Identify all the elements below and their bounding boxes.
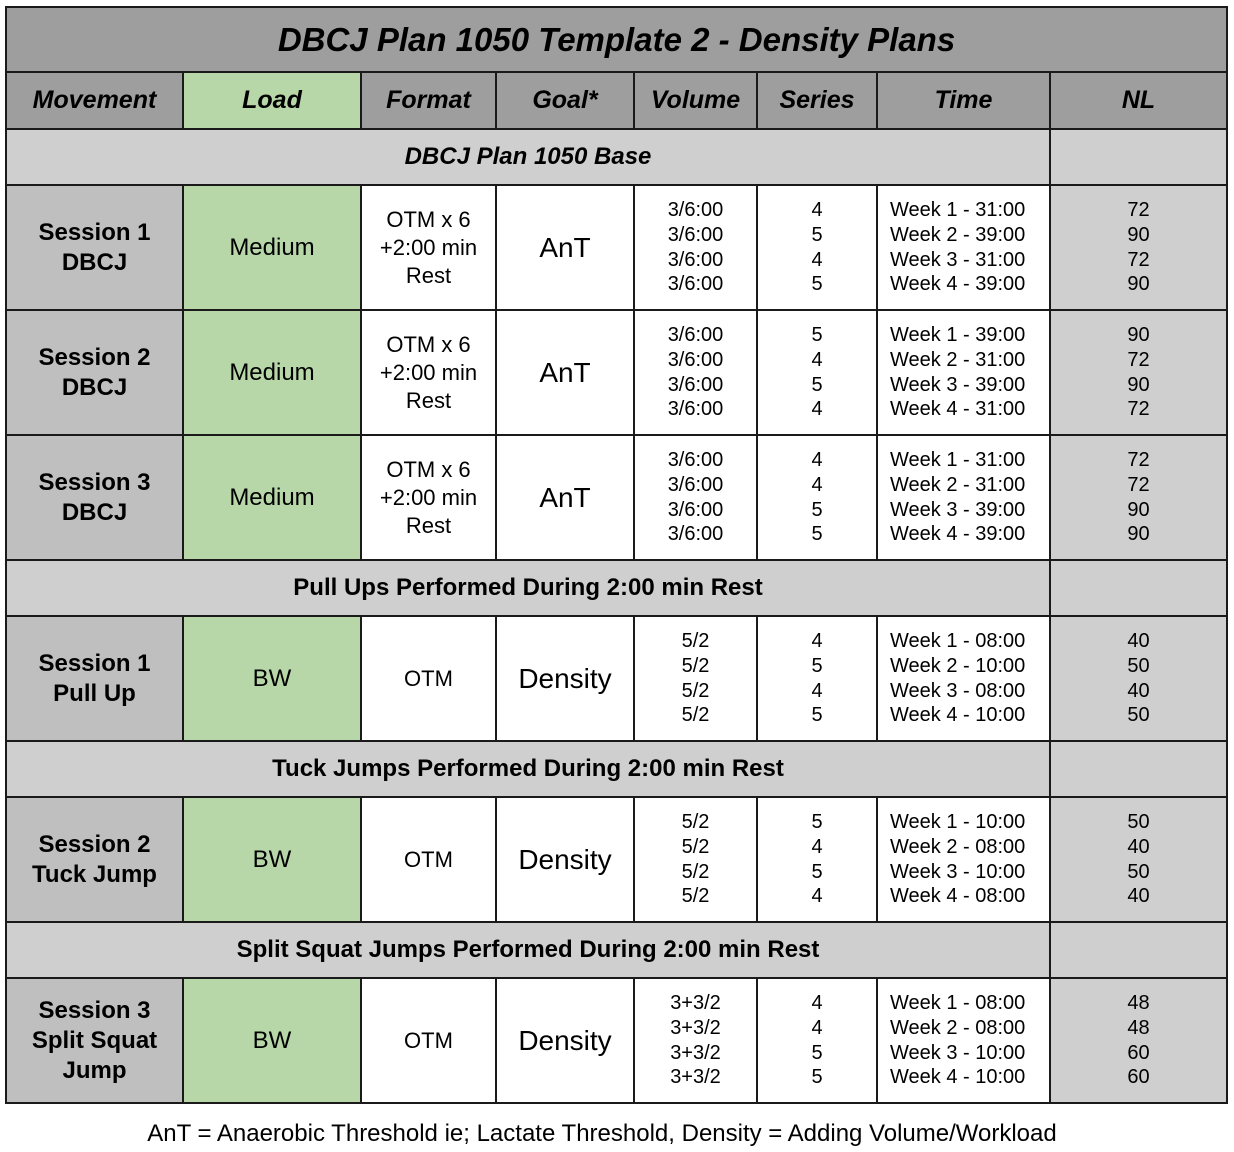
series-cell xyxy=(757,978,877,1103)
format-cell xyxy=(361,435,496,560)
format-line: Rest xyxy=(405,262,452,288)
volume-cell xyxy=(634,616,757,741)
volume-line: 5/2 xyxy=(681,679,710,702)
time-line: Week 1 - 31:00 xyxy=(890,198,1026,221)
movement-line: Jump xyxy=(62,1056,127,1084)
time-line: Week 4 - 39:00 xyxy=(890,523,1026,546)
table-row xyxy=(6,978,1227,1103)
load-cell: Medium xyxy=(183,185,361,310)
volume-cell xyxy=(634,310,757,435)
nl-line: 40 xyxy=(1127,629,1150,652)
section-nl-cell xyxy=(1050,922,1227,978)
movement-line: Session 3 xyxy=(38,468,151,496)
density-plan-table xyxy=(5,6,1228,1104)
nl-line: 50 xyxy=(1127,704,1150,727)
nl-cell xyxy=(1050,435,1227,560)
nl-line: 48 xyxy=(1127,1016,1150,1039)
nl-line: 90 xyxy=(1127,323,1150,346)
series-line: 5 xyxy=(811,523,823,546)
table-row xyxy=(6,310,1227,435)
table-title: DBCJ Plan 1050 Template 2 - Density Plans xyxy=(6,7,1227,72)
volume-line: 5/2 xyxy=(681,885,710,908)
volume-cell xyxy=(634,435,757,560)
time-cell xyxy=(877,435,1050,560)
series-line: 4 xyxy=(811,473,823,496)
series-line: 5 xyxy=(811,223,823,246)
header-format: Format xyxy=(361,72,496,129)
nl-line: 60 xyxy=(1127,1066,1150,1089)
volume-line: 3+3/2 xyxy=(670,1066,721,1089)
goal-cell: AnT xyxy=(496,185,634,310)
series-line: 5 xyxy=(811,273,823,296)
movement-line: Session 3 xyxy=(38,996,151,1024)
header-series: Series xyxy=(757,72,877,129)
format-line: OTM x 6 xyxy=(386,206,471,232)
time-line: Week 2 - 08:00 xyxy=(890,835,1026,858)
format-line: +2:00 min xyxy=(379,234,478,260)
table-row xyxy=(6,616,1227,741)
nl-cell xyxy=(1050,978,1227,1103)
load-cell: BW xyxy=(183,797,361,922)
volume-line: 5/2 xyxy=(681,810,710,833)
series-line: 4 xyxy=(811,198,823,221)
volume-line: 5/2 xyxy=(681,835,710,858)
time-line: Week 3 - 10:00 xyxy=(890,1041,1026,1064)
time-line: Week 1 - 39:00 xyxy=(890,323,1026,346)
format-line: OTM xyxy=(404,846,453,872)
movement-line: Session 1 xyxy=(38,649,151,677)
time-line: Week 4 - 31:00 xyxy=(890,398,1026,421)
volume-line: 3/6:00 xyxy=(667,248,724,271)
nl-cell xyxy=(1050,616,1227,741)
movement-line: Session 1 xyxy=(38,218,151,246)
time-line: Week 3 - 39:00 xyxy=(890,498,1026,521)
section-nl-cell xyxy=(1050,560,1227,616)
movement-line: DBCJ xyxy=(61,498,128,526)
time-line: Week 4 - 10:00 xyxy=(890,704,1026,727)
movement-line: Split Squat xyxy=(31,1026,158,1054)
nl-line: 90 xyxy=(1127,223,1150,246)
table-row xyxy=(6,185,1227,310)
format-cell xyxy=(361,978,496,1103)
movement-line: Session 2 xyxy=(38,830,151,858)
time-line: Week 3 - 31:00 xyxy=(890,248,1026,271)
header-time: Time xyxy=(877,72,1050,129)
series-line: 5 xyxy=(811,704,823,727)
format-line: OTM x 6 xyxy=(386,331,471,357)
nl-line: 72 xyxy=(1127,448,1150,471)
format-line: OTM xyxy=(404,1027,453,1053)
volume-line: 5/2 xyxy=(681,860,710,883)
time-line: Week 2 - 39:00 xyxy=(890,223,1026,246)
section-header-row xyxy=(6,560,1227,616)
volume-line: 3/6:00 xyxy=(667,473,724,496)
series-line: 5 xyxy=(811,654,823,677)
nl-line: 48 xyxy=(1127,991,1150,1014)
volume-line: 3/6:00 xyxy=(667,523,724,546)
series-line: 5 xyxy=(811,860,823,883)
time-line: Week 1 - 08:00 xyxy=(890,629,1026,652)
nl-line: 72 xyxy=(1127,348,1150,371)
nl-line: 72 xyxy=(1127,398,1150,421)
series-line: 4 xyxy=(811,629,823,652)
nl-cell xyxy=(1050,797,1227,922)
time-line: Week 3 - 08:00 xyxy=(890,679,1026,702)
volume-line: 3/6:00 xyxy=(667,398,724,421)
section-header-row xyxy=(6,922,1227,978)
format-line: Rest xyxy=(405,387,452,413)
nl-line: 90 xyxy=(1127,373,1150,396)
series-line: 5 xyxy=(811,373,823,396)
time-line: Week 3 - 10:00 xyxy=(890,860,1026,883)
goal-cell: AnT xyxy=(496,310,634,435)
series-cell xyxy=(757,797,877,922)
volume-line: 3+3/2 xyxy=(670,1041,721,1064)
load-cell: BW xyxy=(183,978,361,1103)
goal-cell: Density xyxy=(496,978,634,1103)
series-cell xyxy=(757,435,877,560)
section-nl-cell xyxy=(1050,129,1227,185)
time-cell xyxy=(877,978,1050,1103)
format-line: +2:00 min xyxy=(379,359,478,385)
time-cell xyxy=(877,310,1050,435)
series-line: 5 xyxy=(811,498,823,521)
time-cell xyxy=(877,797,1050,922)
nl-line: 50 xyxy=(1127,860,1150,883)
nl-cell xyxy=(1050,310,1227,435)
nl-cell xyxy=(1050,185,1227,310)
section-title: Split Squat Jumps Performed During 2:00 min Rest xyxy=(6,922,1050,978)
format-cell xyxy=(361,797,496,922)
volume-line: 3/6:00 xyxy=(667,273,724,296)
volume-line: 5/2 xyxy=(681,704,710,727)
header-nl: NL xyxy=(1050,72,1227,129)
nl-line: 90 xyxy=(1127,523,1150,546)
table-row xyxy=(6,797,1227,922)
goal-cell: Density xyxy=(496,797,634,922)
movement-line: Session 2 xyxy=(38,343,151,371)
movement-line: Pull Up xyxy=(53,679,136,707)
volume-cell xyxy=(634,185,757,310)
header-load: Load xyxy=(183,72,361,129)
section-title: Tuck Jumps Performed During 2:00 min Rest xyxy=(6,741,1050,797)
goal-cell: AnT xyxy=(496,435,634,560)
format-line: OTM x 6 xyxy=(386,456,471,482)
time-line: Week 2 - 31:00 xyxy=(890,473,1026,496)
movement-line: DBCJ xyxy=(61,248,128,276)
load-cell: BW xyxy=(183,616,361,741)
movement-line: DBCJ xyxy=(61,373,128,401)
movement-cell xyxy=(6,797,183,922)
volume-line: 3/6:00 xyxy=(667,448,724,471)
column-header-row xyxy=(6,72,1227,129)
series-line: 5 xyxy=(811,810,823,833)
nl-line: 72 xyxy=(1127,473,1150,496)
volume-line: 3/6:00 xyxy=(667,323,724,346)
nl-line: 72 xyxy=(1127,248,1150,271)
volume-line: 5/2 xyxy=(681,654,710,677)
volume-line: 3/6:00 xyxy=(667,373,724,396)
series-line: 4 xyxy=(811,1016,823,1039)
section-title: DBCJ Plan 1050 Base xyxy=(6,129,1050,185)
time-line: Week 2 - 08:00 xyxy=(890,1016,1026,1039)
series-line: 4 xyxy=(811,348,823,371)
format-cell xyxy=(361,616,496,741)
time-line: Week 1 - 31:00 xyxy=(890,448,1026,471)
nl-line: 60 xyxy=(1127,1041,1150,1064)
header-movement: Movement xyxy=(6,72,183,129)
volume-cell xyxy=(634,978,757,1103)
format-cell xyxy=(361,185,496,310)
section-header-row xyxy=(6,129,1227,185)
series-line: 4 xyxy=(811,991,823,1014)
nl-line: 90 xyxy=(1127,273,1150,296)
time-line: Week 2 - 10:00 xyxy=(890,654,1026,677)
time-line: Week 2 - 31:00 xyxy=(890,348,1026,371)
table-row xyxy=(6,435,1227,560)
series-line: 5 xyxy=(811,1066,823,1089)
time-line: Week 3 - 39:00 xyxy=(890,373,1026,396)
series-line: 4 xyxy=(811,248,823,271)
volume-line: 3/6:00 xyxy=(667,198,724,221)
nl-line: 50 xyxy=(1127,654,1150,677)
time-line: Week 4 - 39:00 xyxy=(890,273,1026,296)
movement-cell xyxy=(6,435,183,560)
table-body xyxy=(6,129,1227,1103)
time-line: Week 1 - 08:00 xyxy=(890,991,1026,1014)
nl-line: 40 xyxy=(1127,679,1150,702)
nl-line: 40 xyxy=(1127,835,1150,858)
format-line: OTM xyxy=(404,665,453,691)
series-line: 5 xyxy=(811,1041,823,1064)
series-cell xyxy=(757,310,877,435)
header-goal: Goal* xyxy=(496,72,634,129)
series-line: 4 xyxy=(811,835,823,858)
movement-cell xyxy=(6,978,183,1103)
time-line: Week 4 - 08:00 xyxy=(890,885,1026,908)
nl-line: 50 xyxy=(1127,810,1150,833)
volume-line: 3+3/2 xyxy=(670,1016,721,1039)
nl-line: 90 xyxy=(1127,498,1150,521)
series-line: 4 xyxy=(811,679,823,702)
format-cell xyxy=(361,310,496,435)
movement-cell xyxy=(6,310,183,435)
time-line: Week 1 - 10:00 xyxy=(890,810,1026,833)
movement-line: Tuck Jump xyxy=(32,860,157,888)
load-cell: Medium xyxy=(183,435,361,560)
goal-cell: Density xyxy=(496,616,634,741)
series-cell xyxy=(757,185,877,310)
nl-line: 40 xyxy=(1127,885,1150,908)
section-title: Pull Ups Performed During 2:00 min Rest xyxy=(6,560,1050,616)
volume-line: 3/6:00 xyxy=(667,223,724,246)
volume-line: 3+3/2 xyxy=(670,991,721,1014)
movement-cell xyxy=(6,185,183,310)
series-line: 5 xyxy=(811,323,823,346)
series-cell xyxy=(757,616,877,741)
series-line: 4 xyxy=(811,448,823,471)
header-volume: Volume xyxy=(634,72,757,129)
time-cell xyxy=(877,616,1050,741)
time-line: Week 4 - 10:00 xyxy=(890,1066,1026,1089)
footnote: AnT = Anaerobic Threshold ie; Lactate Threshold, Density = Adding Volume/Workload xyxy=(147,1120,1057,1147)
load-cell: Medium xyxy=(183,310,361,435)
nl-line: 72 xyxy=(1127,198,1150,221)
movement-cell xyxy=(6,616,183,741)
format-line: +2:00 min xyxy=(379,484,478,510)
volume-line: 3/6:00 xyxy=(667,348,724,371)
series-line: 4 xyxy=(811,885,823,908)
format-line: Rest xyxy=(405,512,452,538)
volume-line: 5/2 xyxy=(681,629,710,652)
section-header-row xyxy=(6,741,1227,797)
series-line: 4 xyxy=(811,398,823,421)
section-nl-cell xyxy=(1050,741,1227,797)
time-cell xyxy=(877,185,1050,310)
volume-line: 3/6:00 xyxy=(667,498,724,521)
volume-cell xyxy=(634,797,757,922)
